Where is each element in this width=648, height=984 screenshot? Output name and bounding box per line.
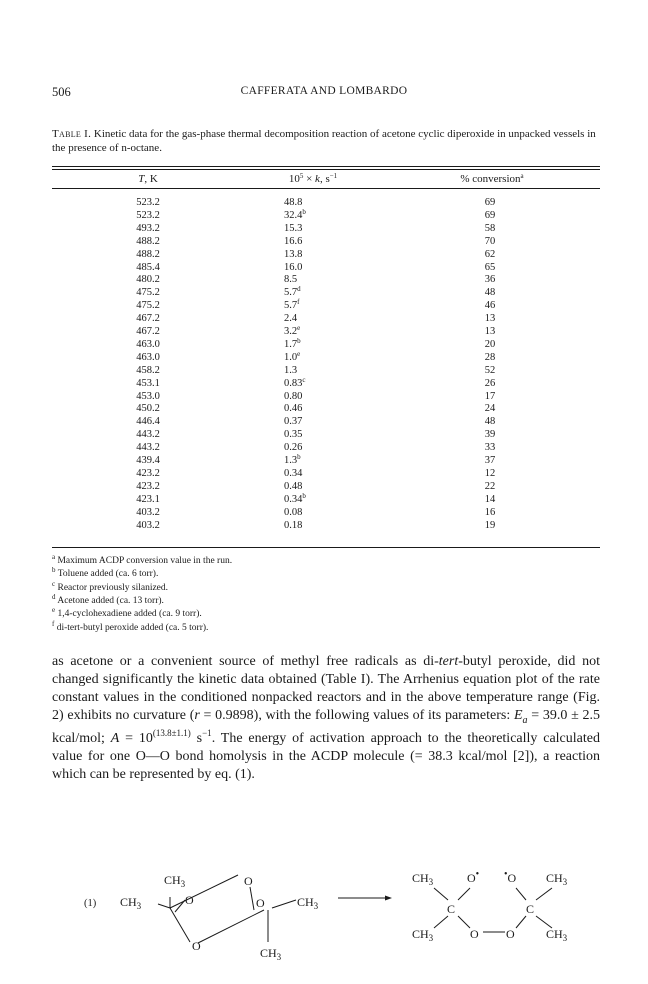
cell-rate-constant: 5.7$^d$ — [284, 285, 301, 299]
atom-o: O — [256, 896, 265, 910]
table-bottom-rule — [52, 547, 600, 548]
acdp-labels — [120, 873, 319, 960]
atom-o: O — [244, 874, 253, 888]
footnote-marker: b — [302, 491, 306, 500]
cell-rate-constant: 15.3 — [284, 222, 303, 234]
cell-rate-constant: 0.08 — [284, 506, 303, 518]
cell-conversion: 48 — [484, 416, 496, 428]
atom-ch3: $CH_3$ — [546, 927, 568, 943]
cell-conversion: 37 — [484, 455, 496, 466]
cell-conversion: 28 — [484, 351, 496, 363]
cell-rate-constant: 1.3$^b$ — [284, 453, 301, 466]
footnote-c: $^c$ Reactor previously silanized. — [52, 579, 169, 593]
atom-o-radical: O• — [467, 869, 480, 885]
cell-temperature: 480.2 — [136, 274, 160, 286]
atom-o: O — [192, 939, 201, 953]
cell-rate-constant: 0.34$^b$ — [284, 491, 306, 505]
footnote-marker: f — [297, 298, 300, 307]
atom-c: C — [447, 902, 456, 916]
table-caption — [52, 127, 600, 155]
cell-conversion: 16 — [484, 506, 496, 518]
cell-temperature: 453.0 — [136, 390, 160, 402]
body-paragraph: as acetone or a convenient source of methyl free radicals as di-tert-butyl peroxide, did not changed significantly the kinetic data obtained (Table I). The Arrhenius equation plot of the rate constant values in the conditioned nonpacked reactors and in the above temperature range (Fig. 2) exhibits no curvature (r = 0.9898), with the following values of its parameters: $E_a = 39.0 \pm 2.5$ kcal/mol; $A = 10^{(13.8\pm 1.1)}$ $s^{-1}$. The energy of activation approach to the theoretically calculated value for one O—O bond homolysis in the ACDP molecule (= 38.3 kcal/mol [2]), a reaction which can be represented by eq. (1). — [52, 654, 600, 782]
cell-temperature: 475.2 — [136, 300, 160, 312]
cell-rate-constant: 3.2e — [284, 324, 301, 337]
table-label: Table I. — [52, 128, 92, 140]
cell-conversion: 39 — [484, 429, 496, 441]
col-header-rate-constant: $10^5 \times k$, $s^{-1}$ — [288, 172, 338, 185]
cell-rate-constant: 0.37 — [284, 416, 303, 428]
cell-temperature: 475.2 — [136, 287, 160, 299]
cell-conversion: 65 — [484, 261, 496, 273]
equation-number: (1) — [84, 898, 97, 909]
atom-ch3: $CH_3$ — [546, 871, 568, 887]
atom-o: O — [185, 893, 194, 907]
cell-rate-constant: 0.35 — [284, 429, 303, 441]
cell-conversion: 52 — [484, 364, 496, 376]
cell-rate-constant: 0.80 — [284, 390, 303, 402]
atom-ch3: $CH_3$ — [260, 946, 282, 960]
atom-ch3: $CH_3$ — [412, 871, 434, 887]
cell-temperature: 446.4 — [136, 416, 160, 428]
running-head: CAFFERATA AND LOMBARDO — [240, 85, 408, 97]
reaction-arrow — [338, 896, 392, 901]
footnote-marker: d — [297, 285, 301, 294]
cell-rate-constant: 0.46 — [284, 403, 303, 415]
table-caption-text: Kinetic data for the gas-phase thermal decomposition reaction of acetone cyclic diperoxide in unpacked vessels in the presence of n-octane. — [52, 128, 596, 154]
cell-conversion: 24 — [484, 403, 496, 415]
cell-temperature: 403.2 — [136, 519, 160, 531]
cell-conversion: 46 — [484, 300, 496, 312]
cell-rate-constant: 48.8 — [284, 197, 303, 208]
atom-ch3: $CH_3$ — [297, 895, 319, 911]
col-header-conversion: % conversion$^a$ — [460, 172, 524, 185]
footnote-marker: b — [297, 453, 301, 461]
cell-conversion: 14 — [484, 493, 496, 505]
cell-temperature: 423.1 — [136, 493, 160, 505]
cell-rate-constant: 0.34 — [284, 467, 303, 479]
cell-rate-constant: 0.26 — [284, 442, 303, 454]
reaction-equation — [0, 860, 648, 960]
cell-conversion: 22 — [484, 480, 496, 492]
cell-rate-constant: 0.18 — [284, 519, 303, 531]
atom-ch3: $CH_3$ — [164, 873, 186, 889]
footnote-b: $^b$ Toluene added (ca. 6 torr). — [52, 566, 159, 580]
cell-conversion: 62 — [484, 248, 496, 260]
atom-ch3: $CH_3$ — [120, 895, 142, 911]
cell-temperature: 488.2 — [136, 248, 160, 260]
cell-temperature: 467.2 — [136, 313, 160, 325]
cell-conversion: 20 — [484, 338, 496, 350]
cell-temperature: 403.2 — [136, 506, 160, 518]
footnote-marker: e — [297, 324, 301, 332]
atom-ch3: $CH_3$ — [412, 927, 434, 943]
cell-conversion: 69 — [484, 209, 496, 221]
footnote-marker: b — [297, 336, 301, 345]
footnote-marker: e — [297, 349, 301, 358]
cell-temperature: 443.2 — [136, 429, 160, 441]
cell-conversion: 58 — [484, 222, 496, 234]
cell-rate-constant: 0.83$^c$ — [284, 375, 306, 389]
cell-rate-constant: 1.7$^b$ — [284, 336, 301, 350]
cell-conversion: 33 — [484, 442, 496, 454]
cell-temperature: 493.2 — [136, 222, 160, 234]
cell-conversion: 26 — [484, 377, 496, 389]
cell-conversion: 12 — [484, 467, 496, 479]
cell-temperature: 485.4 — [136, 261, 160, 273]
cell-temperature: 523.2 — [136, 197, 160, 208]
footnote-a: $^a$ Maximum ACDP conversion value in the run. — [52, 553, 233, 566]
atom-o: O — [470, 927, 479, 941]
cell-rate-constant: 13.8 — [284, 248, 303, 260]
cell-temperature: 453.1 — [136, 377, 160, 389]
cell-conversion: 19 — [484, 519, 496, 531]
cell-temperature: 443.2 — [136, 442, 160, 454]
table-top-rule-2 — [52, 169, 600, 170]
cell-temperature: 458.2 — [136, 364, 160, 376]
cell-conversion: 36 — [484, 274, 496, 286]
cell-temperature: 463.0 — [136, 351, 160, 363]
cell-rate-constant: 16.0 — [284, 261, 303, 273]
table-top-rule — [52, 166, 600, 167]
footnote-marker: c — [302, 375, 306, 384]
cell-temperature: 439.4 — [136, 455, 160, 466]
table-header-rule — [52, 188, 600, 189]
cell-temperature: 523.2 — [136, 209, 160, 221]
cell-rate-constant: 32.4$^b$ — [284, 207, 306, 221]
cell-rate-constant: 2.4 — [284, 313, 298, 325]
cell-conversion: 13 — [484, 326, 496, 337]
cell-conversion: 48 — [484, 287, 496, 299]
cell-temperature: 423.2 — [136, 480, 160, 492]
atom-o-radical: •O — [504, 869, 517, 885]
cell-temperature: 467.2 — [136, 326, 160, 337]
cell-temperature: 463.0 — [136, 338, 160, 350]
cell-rate-constant: 1.3 — [284, 364, 298, 376]
page-number: 506 — [52, 85, 71, 99]
cell-conversion: 13 — [484, 313, 496, 325]
cell-conversion: 17 — [484, 390, 496, 402]
cell-conversion: 70 — [484, 235, 496, 247]
cell-temperature: 423.2 — [136, 467, 160, 479]
cell-rate-constant: 16.6 — [284, 235, 303, 247]
col-header-temperature: T, K — [138, 173, 158, 185]
footnote-f: $^f$ di-tert-butyl peroxide added (ca. 5 torr). — [52, 619, 209, 633]
cell-conversion: 69 — [484, 197, 496, 208]
atom-c: C — [526, 902, 535, 916]
cell-rate-constant: 8.5 — [284, 274, 298, 286]
footnote-d: $^d$ Acetone added (ca. 13 torr). — [52, 592, 164, 606]
cell-rate-constant: 5.7$^f$ — [284, 298, 300, 312]
cell-rate-constant: 1.0e — [284, 349, 301, 363]
cell-temperature: 450.2 — [136, 403, 160, 415]
cell-temperature: 488.2 — [136, 235, 160, 247]
footnote-marker: b — [302, 207, 306, 216]
cell-rate-constant: 0.48 — [284, 480, 303, 492]
footnote-e: $^e$ 1,4-cyclohexadiene added (ca. 9 torr). — [52, 606, 202, 620]
atom-o: O — [506, 927, 515, 941]
